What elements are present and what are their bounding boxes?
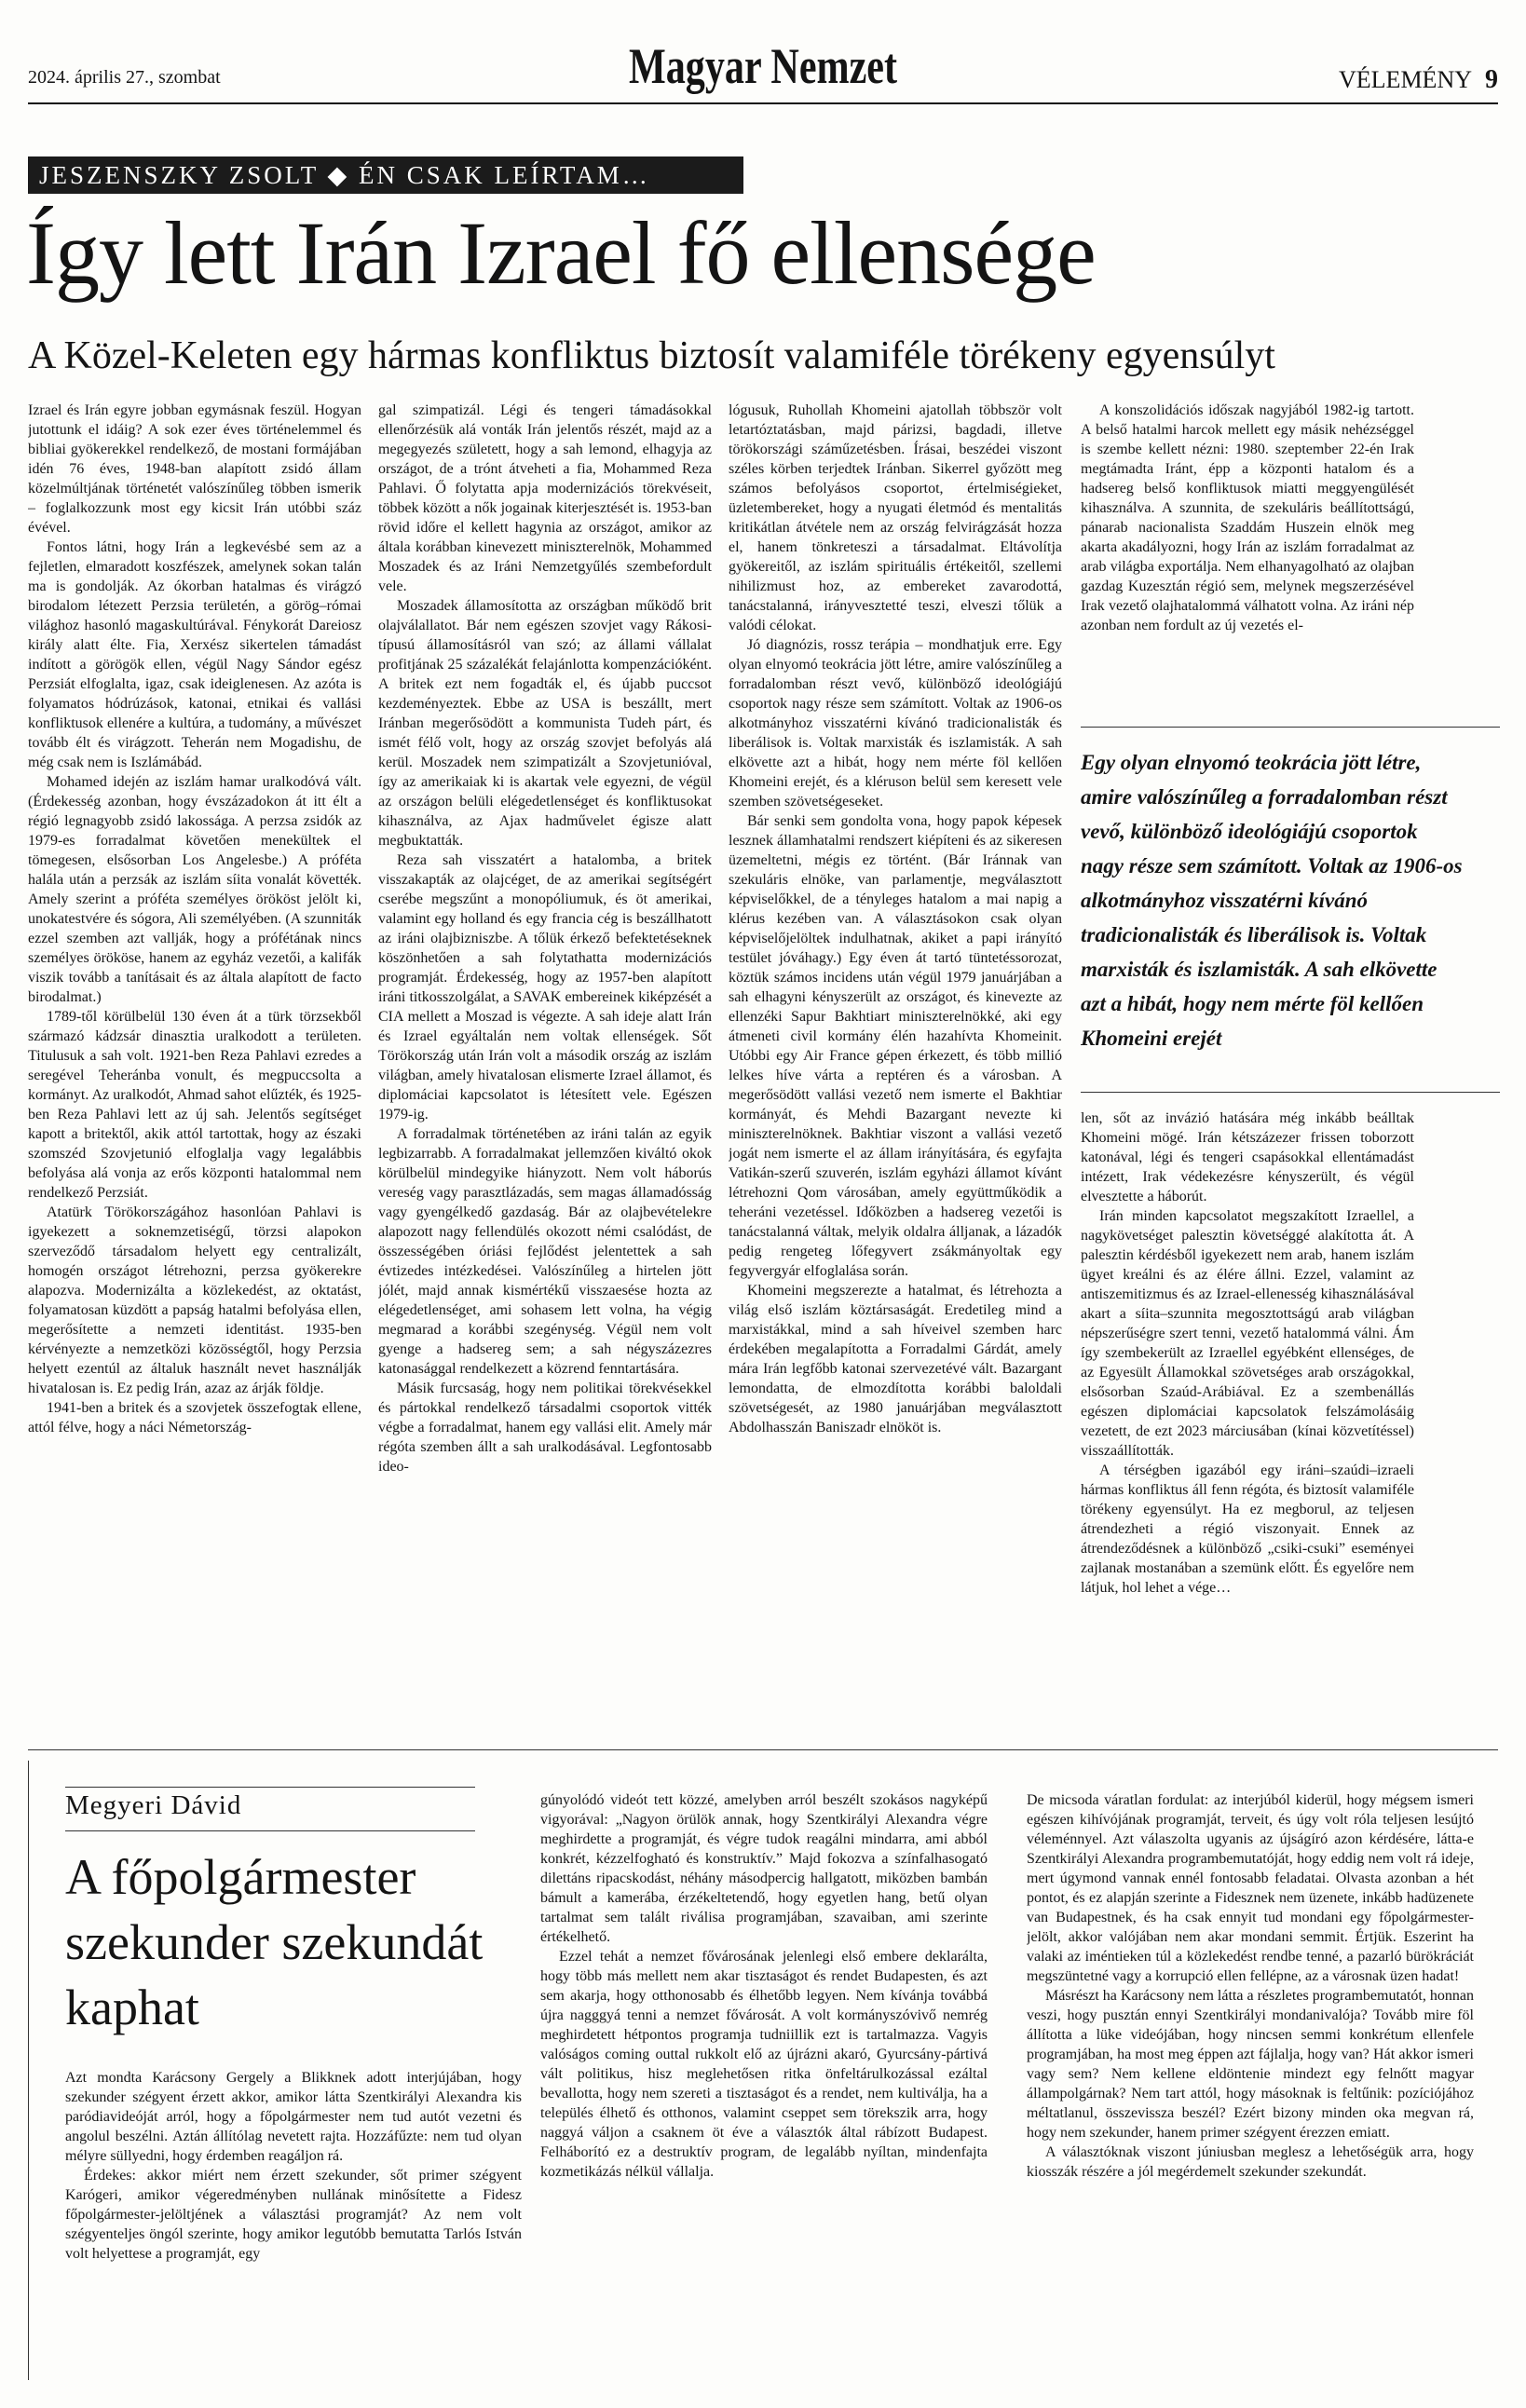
main-column-4-bottom [1081,1109,1414,1705]
main-column-1 [28,401,361,1700]
paragraph: Irán minden kapcsolatot megszakított Izraellel, a nagykövetséget palesztin követséggé alakította át. A palesztin kérdésből igyekezett nem arab, hanem iszlám ügyet kreálni és az élére állni. Ezzel, valamint az antiszemitizmus és az Izrael-ellenesség kihasználásával akart a síita–szunnita megosztottságú arab világban népszerűségre szert tenni, vezető hatalommá válni. Ám így szembekerült az Izraellel egyébként ellenséges, de az Egyesült Államokkal szövetséges arab országokkal, elsősorban Szaúd-Arábiával. Ez a szembenállás egészen diplomáciai kapcsolatok felszámolásáig vezetett, de ezt 2023 márciusában (kínai közvetítéssel) visszaállították. [1081,1208,1414,1459]
paragraph: Izrael és Irán egyre jobban egymásnak feszül. Hogyan jutottunk el idáig? A sok ezer éves történelemmel és bibliai gyökerekkel rendelkező, de mostani formájában idén 76 éves, 1948-ban alapított zsidó állam közelmúltjának történetét valószínűleg többen ismerik – foglalkozzunk most egy kicsit Irán utóbbi száz évével. [28,402,361,536]
paragraph: Másrészt ha Karácsony nem látta a részletes programbemutatót, honnan veszi, hogy pusztán ennyi Szentkirályi mondanivalója? Tovább mire föl állította a lüke videójában, hogy nincsen semmi konkrétum ellenfele programjában, ha most meg éppen azt fájlalja, hogy van? Hát akkor ismeri vagy sem? Nem kellene eldöntenie mindezt egy felnőtt magyar állampolgárnak? Nem tart attól, hogy másoknak is feltűnik: pozíciójához méltatlanul, összevissza beszél? Ezért bizony minden oka megvan rá, hogy nem szekunder, hanem primer szégyent érezzen emiatt. [1027,1988,1474,2141]
paragraph: Érdekes: akkor miért nem érzett szekunder, sőt primer szégyent Karógeri, amikor végeredményben nullának minősítette a Fidesz főpolgármester-jelöltjének a választási programját? Az nem volt szégyenteljes öngól szerinte, hogy amikor legutóbb bemutatta Tarlós István volt helyettese a programját, egy [65,2168,522,2262]
paragraph: Ezzel tehát a nemzet fővárosának jelenlegi első embere deklarálta, hogy több más mellett nem akar tisztaságot és rendet Budapesten, és azt sem akarja, hogy otthonosabb és élhetőbb legyen. Nem kívánja továbbá újra nagggyá tenni a nemzet fővárosát. A volt kormányszóvivő nemrég meghirdetett hétpontos programja tudniillik ezt is tartalmazza. Vagyis valóságos coming outtal rukkolt elő az újrázni akaró, Gyurcsány-pártivá vált politikus, hisz meglehetősen ritka önfeltárulkozással ezáltal bevallotta, hogy nem szereti a tisztaságot és a rendet, nem kultiválja, ha a település élhető és otthonos, valamint cseppet sem törekszik arra, hogy naggyá váljon a csaknem öt éve a választók által rábízott Budapest. Felháborító ez a destruktív program, de legalább nyíltan, mindenfajta kozmetikázás nélkül vállalja. [540,1949,988,2180]
paragraph: 1789-től körülbelül 130 éven át a türk törzsekből származó kádzsár dinasztia uralkodott a területen. Titulusuk a sah volt. 1921-ben Reza Pahlavi ezredes a seregével Teheránba vonult, és megpuccsolta a kormányt. Az uralkodót, Ahmad sahot elűzték, és 1925-ben Reza Pahlavi lett az új sah. Jelentős segítséget kapott a britektől, akik attól tartottak, hogy az északi szomszéd Szovjetunió elfoglalja vagy legalábbis befolyása alá vonja az erős központi hatalommal nem rendelkező Perzsiát. [28,1009,361,1201]
second-column-2 [540,1790,988,2387]
paragraph: Khomeini megszerezte a hatalmat, és létrehozta a világ első iszlám köztársaságát. Eredetileg mind a marxistákkal, mind a sah híveivel szemben harc érdekében megalapította a Forradalmi Gárdát, amely mára Irán legfőbb katonai szervezetévé vált. Bazargant lemondatta, de elmozdította korábbi baloldali szövetségesét, az 1980 januárjában megválasztott Abdolhasszán Baniszadr elnököt is. [729,1283,1062,1435]
paragraph: gúnyolódó videót tett közzé, amelyben arról beszélt szokásos nagyképű vigyorával: „Nagyon örülök annak, hogy Szentkirályi Alexandra végre meghirdette a programját, és végre tudok reagálni mindarra, ami abból konkrét, kézzelfogható és konstruktív.” Majd fokozva a színfalhasogató dilettáns ripacskodást, néhány másodpercig hallgatott, miközben bambán bámult a kamerába, érzékeltetendő, hogy egyetlen hang, betű olyan tartalmat sem talált riválisa programjában, szavaiban, ami szerinte értékelhető. [540,1792,988,1945]
issue-date: 2024. április 27., szombat [28,67,221,88]
paragraph: Azt mondta Karácsony Gergely a Blikknek adott interjújában, hogy szekunder szégyent érzett akkor, amikor látta Szentkirályi Alexandra kis paródiavideóját arról, hogy a főpolgármester nem tud autót vezetni és angolul beszélni. Aztán állítólag nevetett rajta. Hozzáfűzte: nem tud olyan mélyre süllyedni, hogy érdemben reagáljon rá. [65,2070,522,2164]
frame-left-rule [28,1761,29,2380]
header-rule [28,102,1498,104]
paragraph: De micsoda váratlan fordulat: az interjúból kiderül, hogy mégsem ismeri egészen kihívójának programját, terveit, és úgy volt róla teljesen lesújtó véleménnyel. Azt válaszolta ugyanis az újságíró azon kérdésére, látta-e Szentkirályi Alexandra programbemutatóját, hogy eddig nem volt rá ideje, mert úgymond vannak ennél fontosabb feladatai. Olvasta azonban a hét pontot, és ez alapján szerinte a Fidesznek nem üzenete, inkább hadüzenete van Budapestnek, és ha csak ennyit tud mondani egy főpolgármester-jelölt, akkor valójában nem akar mondani semmit. Értjük. Eszerint ha valaki az iméntieken túl a közlekedést rendbe tenné, a pazarló bürökráciát megszüntetné vagy a korrupció ellen fellépne, az a városnak üzen hadat! [1027,1792,1474,1984]
second-column-3 [1027,1790,1474,2387]
paragraph: A térségben igazából egy iráni–szaúdi–izraeli hármas konfliktus áll fenn régóta, és biztosít valamiféle törékeny egyensúlyt. Ha ez megborul, az teljesen átrendezheti a régió viszonyait. Ennek az átrendeződésnek a különböző „csiki-csuki” eseményei zajlanak mostanában a szemünk előtt. És egyelőre nem látjuk, hol lehet a vége… [1081,1462,1414,1596]
paragraph: Reza sah visszatért a hatalomba, a britek visszakapták az olajcéget, de az amerikai segítségért cserébe megszűnt a monopóliumuk, és öt amerikai, valamint egy holland és egy francia cég is beszállhatott az iráni olajbizniszbe. A tőlük érkező befektetéseknek köszönhetően a sah folytathatta modernizációs programját. Érdekesség, hogy az 1957-ben alapított iráni titkosszolgálat, a SAVAK embereinek kiképzését a CIA mellett a Moszad is végezte. A sah ideje alatt Irán és Izrael egyáltalán nem voltak ellenségek. Sőt Törökország után Irán volt a második ország az iszlám világban, amely hivatalosan elismerte Izrael államot, és diplomáciai kapcsolatot is létesített vele. Egészen 1979-ig. [378,852,712,1122]
main-column-4-top [1081,401,1414,708]
paragraph: lógusuk, Ruhollah Khomeini ajatollah többször volt letartóztatásban, majd párizsi, bagdadi, illetve törökországi száműzetésben. Írásai, beszédei viszont széles körben terjedtek Iránban. Sikerrel győzött meg számos befolyásos csoportot, értelmiségieket, üzletembereket, hogy a nyugati életmód és mentalitás kritikátlan átvétele nem az ország felvirágzását hozza el, hanem tönkreteszi a társadalmat. Eltávolítja gyökereitől, az iszlám spirituális értékeitől, szellemi nihilizmust hoz, az embereket zavarodottá, tanácstalanná, irányvesztetté teszi, elveszi tőlük a valódi célokat. [729,402,1062,633]
paragraph: Moszadek államosította az országban működő brit olajválallatot. Bár nem egészen szovjet vagy Rákosi-típusú államosításról van szó; az állami vállalat profitjának 25 százalékát felajánlotta kompenzációként. A britek ezt nem fogadták el, és újabb puccsot kezdeményeztek. Ebbe az USA is beszállt, mert Iránban megerősödött a kommunista Tudeh párt, és ismét félő volt, hogy az ország szovjet befolyás alá kerül. Moszadek nem szimpatizált a Szovjetunióval, így az amerikaiak ki is akartak vele egyezni, de végül az országon belüli elégedetlenséget és konfliktusokat kihasználva, az Ajax hadművelet égisze alatt megbuktatták. [378,598,712,849]
author-rule-bottom [65,1830,475,1831]
paragraph: Jó diagnózis, rossz terápia – mondhatjuk erre. Egy olyan elnyomó teokrácia jött létre, amire valószínűleg a forradalomban részt vevő, különböző ideológiájú csoportok nagy része sem számított. Voltak az 1906-os alkotmányhoz visszatérni kívánó tradicionalisták és liberálisok is. Voltak marxisták és iszlamisták. A sah elkövette azt a hibát, hogy nem mérte föl kellően Khomeini erejét, és a kléruson belül sem keresett vele szemben szövetségeseket. [729,637,1062,809]
article-separator [28,1749,1498,1750]
section-label [1339,65,1498,95]
paragraph: gal szimpatizál. Légi és tengeri támadásokkal ellenőrzésük alá vonták Irán jelentős részét, majd az a megegyezés született, hogy a sah lemond, elhagyja az országot, de a trónt átveheti a fia, Mohammed Reza Pahlavi. Ő folytatta apja modernizációs törekvéseit, többek között a nők jogainak kiterjesztését is. 1953-ban rövid időre el kellett hagynia az országot, amikor az általa korábban kinevezett miniszterelnök, Mohammed Moszadek és az Iráni Nemzetgyűlés szembefordult vele. [378,402,712,594]
section-name: VÉLEMÉNY [1339,66,1472,93]
paragraph: len, sőt az invázió hatására még inkább beálltak Khomeini mögé. Irán kétszázezer frissen toborzott katonával, légi és tengeri csapásokkal ellentámadást intézett, Irak védekezésre kényszerült, és végül elvesztette a háborút. [1081,1110,1414,1204]
main-headline: Így lett Irán Izrael fő ellensége [26,203,1096,303]
main-subheadline: A Közel-Keleten egy hármas konfliktus biztosít valamiféle törékeny egyensúlyt [28,334,1275,377]
paragraph: Másik furcsaság, hogy nem politikai törekvésekkel és pártokkal rendelkező társadalmi csoportok vitték végbe a forradalmat, hanem egy vallási elit. Amely már régóta szemben állt a sah uralkodásával. Legfontosabb ideo- [378,1381,712,1475]
second-column-1 [65,2068,522,2385]
author-rule-top [65,1787,475,1788]
main-column-3 [729,401,1062,1700]
paragraph: Mohamed idején az iszlám hamar uralkodóvá vált. (Érdekesség azonban, hogy évszázadokon át itt élt a régió legnagyobb zsidó lakossága. A perzsa zsidók az 1979-es forradalmat követően menekültek el tömegesen, elsősorban Los Angelesbe.) A próféta halála után a perzsák az iszlám síita vonalát követték. Amely szerint a próféta személyes örököst jelölt ki, unokatestvére és sógora, Ali személyében. (A szunniták ezzel szemben azt vallják, hogy a prófétának nincs személyes örököse, hanem az egyház vezetői, a kalifák viszik tovább a tanításait és az általa alapított de facto birodalmat.) [28,774,361,1005]
page-number: 9 [1485,65,1498,94]
main-byline: JESZENSZKY ZSOLT ◆ ÉN CSAK LEÍRTAM… [28,156,743,194]
paragraph: 1941-ben a britek és a szovjetek összefogtak ellene, attól félve, hogy a náci Németország- [28,1400,361,1435]
paragraph: Fontos látni, hogy Irán a legkevésbé sem az a fejletlen, elmaradott koszfészek, amelynek sokan talán ma is gondolják. Az ókorban hatalmas és virágzó birodalom létezett Perzsia területén, a görög–római világhoz hasonló magaskultúrával. Fénykorát Dareiosz király alatt élte. Fia, Xerxész sikertelen támadást indított a görögök ellen, végül Nagy Sándor egész Perzsiát elfoglalta, igaz, csak ideiglenesen. Az azóta is folyamatos hódrúzások, katonai, etnikai és vallási konfliktusok ellenére a kultúra, a tudomány, a művészet tovább élt és virágzott. Teherán nem Mogadishu, de még csak nem is Iszlámábád. [28,539,361,770]
paragraph: A konszolidációs időszak nagyjából 1982-ig tartott. A belső hatalmi harcok mellett egy másik nehézséggel is szembe kellett nézni: 1980. szeptember 22-én Irak megtámadta Iránt, épp a központi hatalom és a hadsereg belső konfliktusok miatti meggyengülését kihasználva. A szunnita, de szekuláris beállítottságú, pánarab nacionalista Szaddám Huszein elnök meg akarta akadályozni, hogy Irán az iszlám forradalmat az arab világba exportálja. Nem elhanyagolható az olajban gazdag Kuzesztán régió sem, melynek megszerzésével Irak vezető olajhatalommá válhatott volna. Az iráni nép azonban nem fordult az új vezetés el- [1081,402,1414,633]
main-column-2 [378,401,712,1700]
paragraph: Atatürk Törökországához hasonlóan Pahlavi is igyekezett a soknemzetiségű, törzsi alapokon szerveződő társadalom helyett egy centralizált, homogén országot létrehozni, perzsa gyökerekre alapozva. Modernizálta a közlekedést, az oktatást, folyamatosan küzdött a papság hatalmi befolyása ellen, megerősítette a nemzeti identitást. 1935-ben kérvényezte a nemzetközi közösségtől, hogy Perzsia helyett ezentúl az általuk használt nevet használják hivatalosan is. Ez pedig Irán, azaz az árják földje. [28,1204,361,1396]
pull-quote: Egy olyan elnyomó teokrácia jött létre, amire valószínűleg a forradalomban részt vevő, különböző ideológiájú csoportok nagy része sem számított. Voltak az 1906-os alkotmányhoz visszatérni kívánó tradicionalisták és liberálisok is. Voltak marxisták és iszlamisták. A sah elkövette azt a hibát, hogy nem mérte föl kellően Khomeini erejét [1081,751,1463,1050]
paragraph: A választóknak viszont júniusban meglesz a lehetőségük arra, hogy kiosszák részére a jól megérdemelt szekunder szekundát. [1027,2144,1474,2180]
second-headline: A főpolgármester szekunder szekundát kaphat [65,1849,484,2035]
paragraph: A forradalmak történetében az iráni talán az egyik legbizarrabb. A forradalmakat jellemzően kiváltó okok körülbelül mindegyike hiányzott. Nem volt háborús vereség vagy parasztlázadás, sem magas államadósság vagy gyengélkedő gazdaság. Bár az olajbevételekre alapozott nagy fellendülés okozott némi csalódást, de összességében óriási fejlődést jelentettek a sah évtizedes intézkedései. Valószínűleg a hirtelen jött jólét, majd annak kismértékű visszaesése hozta az elégedetlenséget, ami sohasem lett volna, ha végig megmarad a korábbi szegénység. Végül nem volt gyenge a hadsereg sem; a sah négyszázezres katonasággal rendelkezett a közrend fenntartására. [378,1126,712,1377]
pull-quote-rule-bottom [1081,1092,1500,1093]
second-author: Megyeri Dávid [65,1790,242,1820]
masthead: Magyar Nemzet [628,38,898,94]
paragraph: Bár senki sem gondolta vona, hogy papok képesek lesznek államhatalmi rendszert kiépíteni és az sikeresen üzemeltetni, mégis ez történt. (Bár Iránnak van szekuláris elnöke, van parlamentje, megválasztott képviselőkkel, de a tényleges hatalom a mai napig a klérus kezében van. A választásokon csak olyan képviselőjelöltek indulhatnak, akiket a papi irányító testület jóváhagy.) Egy éven át tartó tüntetéssorozat, köztük számos incidens után végül 1979 januárjában a sah elhagyni kényszerült az országot, és kinevezte az ellenzéki Sapur Bakhtiart miniszterelnökké, aki egy átmeneti civil kormány élén hazahívta Khomeinit. Utóbbi egy Air France gépen érkezett, és több millió lelkes híve várta a reptéren és a városban. A megerősödött vallási vezető nem ismerte el Bakhtiar kormányát, és Mehdi Bazargant nevezte ki miniszterelnöknek. Bakhtiar viszont a vallási vezető jogát nem ismerte el az állam irányítására, és egyfajta Vatikán-szerű szuverén, iszlám egyházi államot kívánt létrehozni Qom városában, amely együttműködik a teheráni vezetéssel. Időközben a hadsereg vezetői is tanácstalanná váltak, melyik oldalra álljanak, a lázadók pedig rengeteg lőfegyvert zsákmányoltak egy fegyvergyár elfoglalása során. [729,813,1062,1279]
pull-quote-rule-top [1081,727,1500,728]
